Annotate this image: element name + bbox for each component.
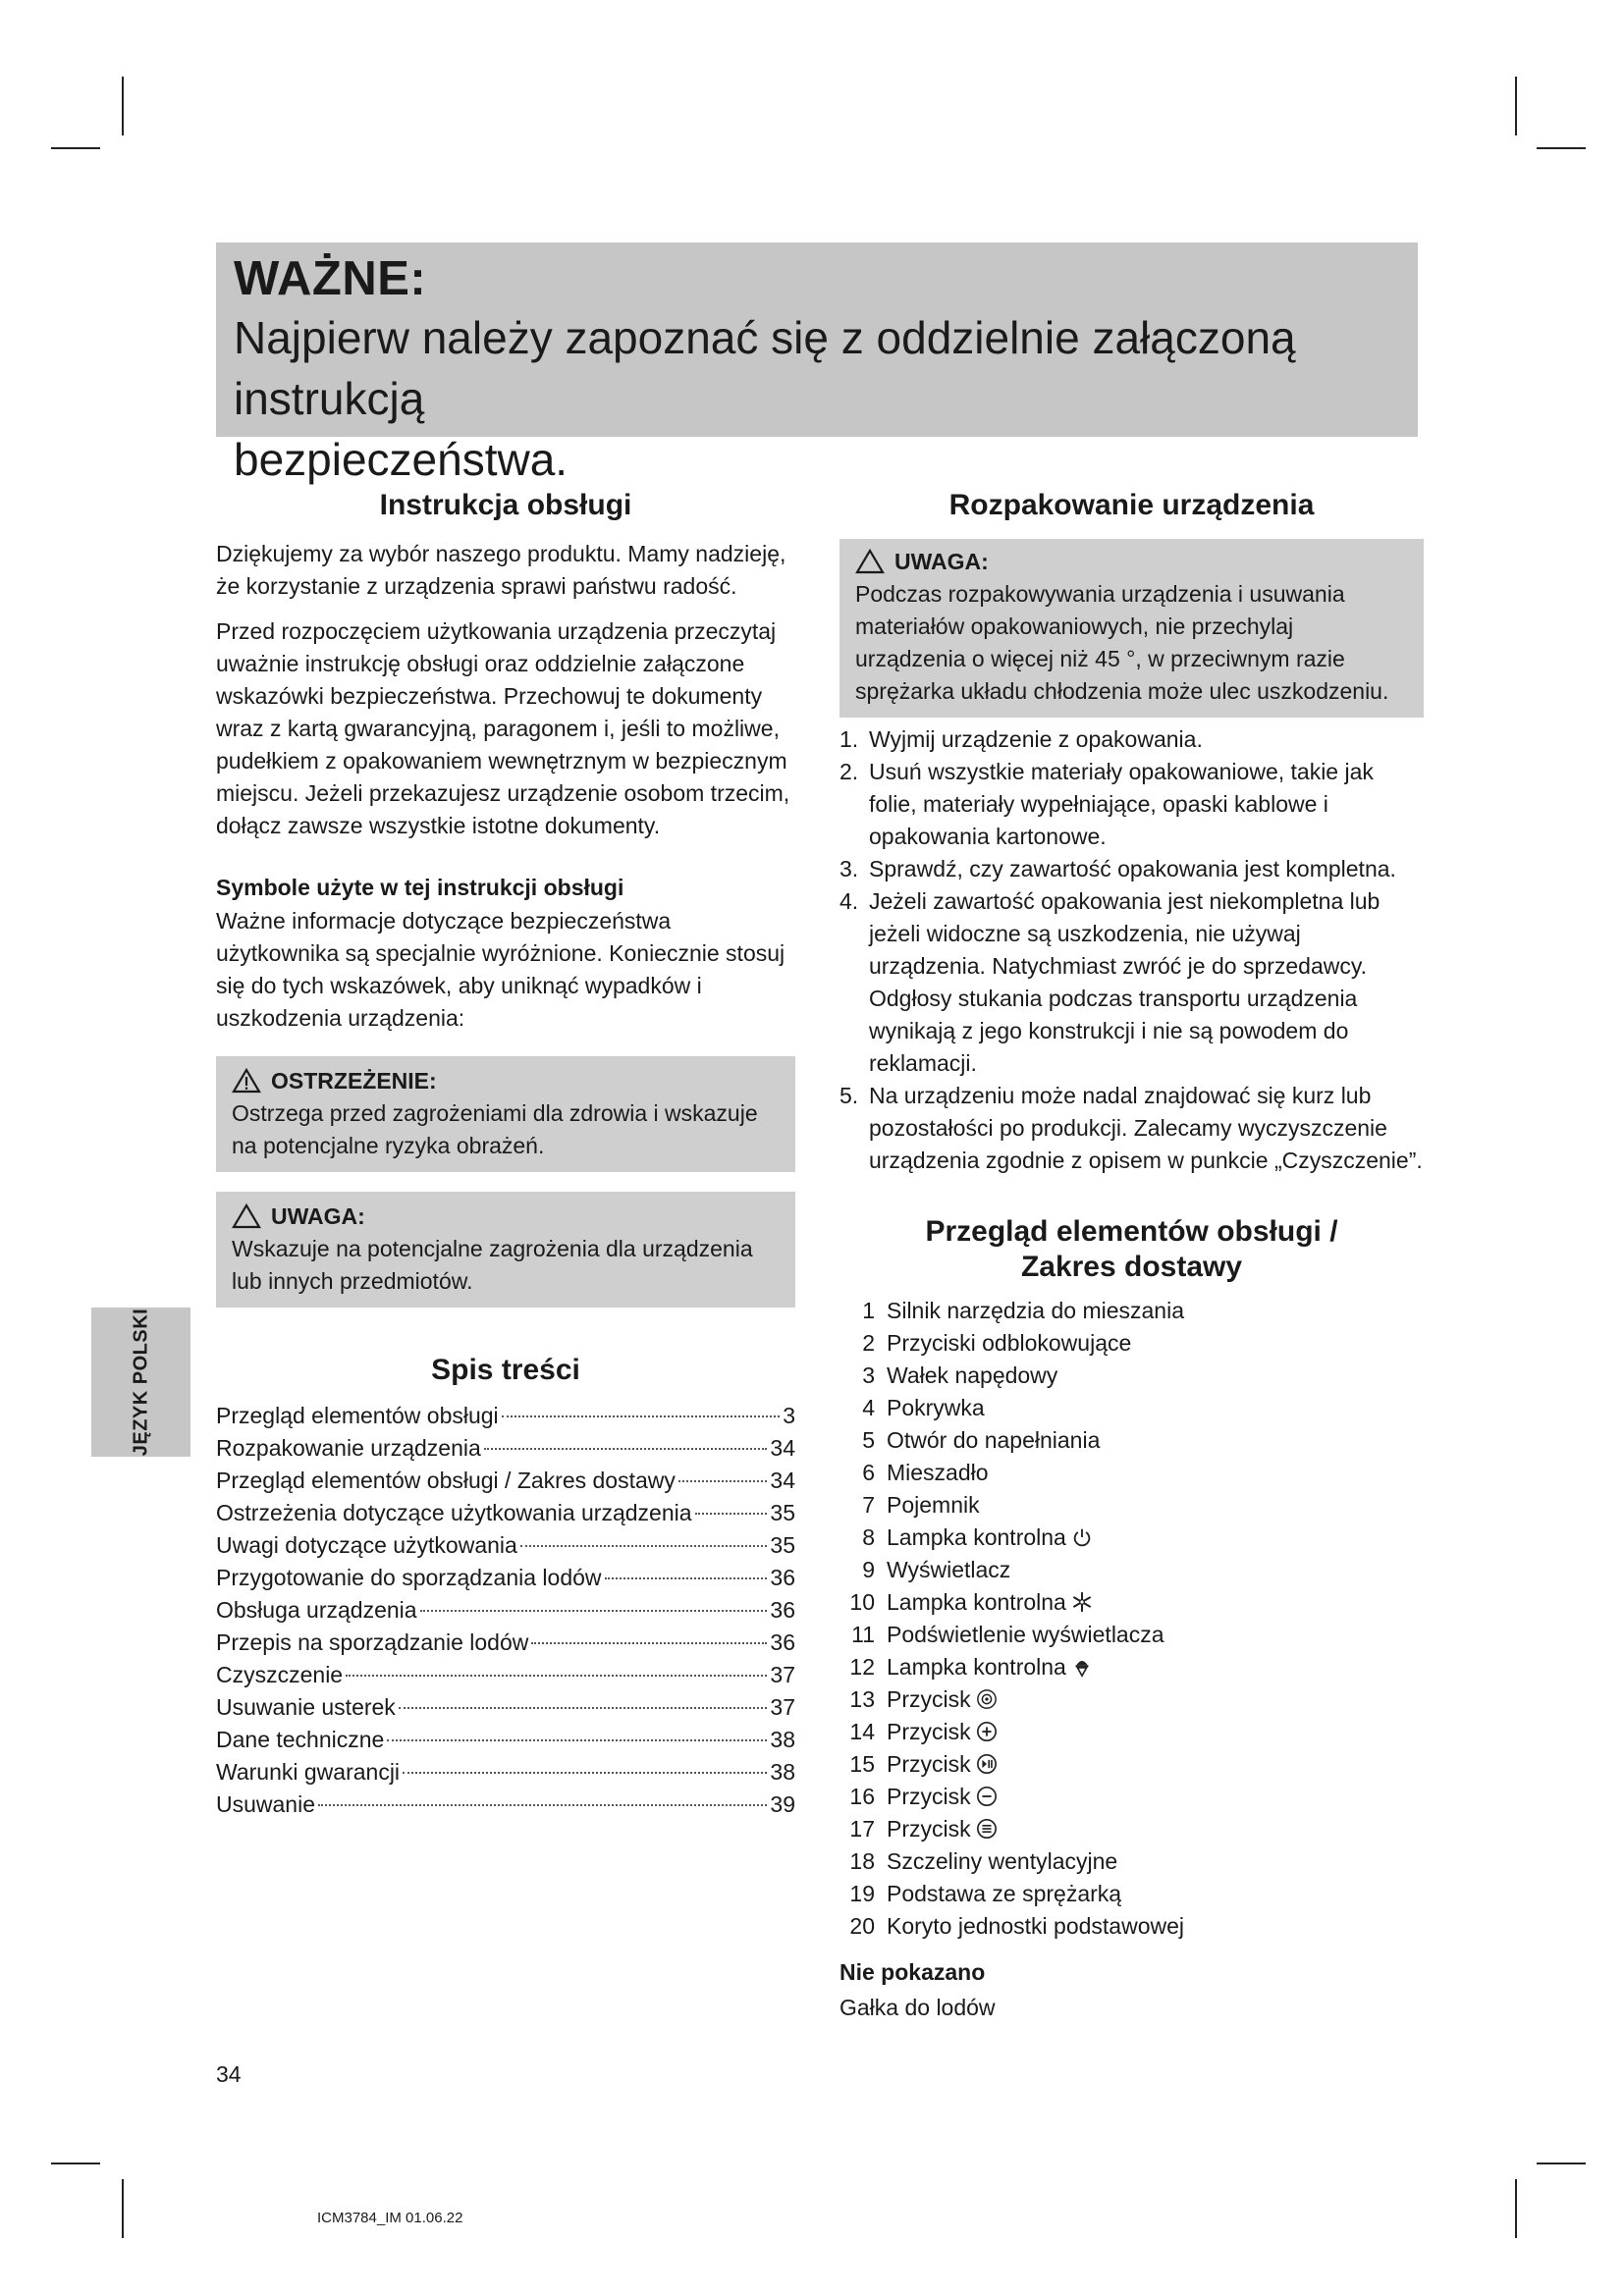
important-banner [216,242,1418,485]
part-name: Silnik narzędzia do mieszania [887,1298,1184,1323]
intro-paragraph-2: Przed rozpoczęciem użytkowania urządzenia przeczytaj uważnie instrukcję obsługi oraz oddzielnie załączone wskazówki bezpieczeństwa. Przechowuj te dokumenty wraz z kartą gwarancyjną, paragonem i, jeśli to możliwe, pudełkiem z opakowaniem wewnętrznym w bezpiecznym miejscu. Jeżeli przekazujesz urządzenie osobom trzecim, dołącz zawsze wszystkie istotne dokumenty. [216,618,790,838]
part-item [839,1392,1424,1424]
toc-entry-title: Dane techniczne [216,1727,385,1752]
part-name: Podświetlenie wyświetlacza [887,1622,1164,1647]
part-item [839,1295,1424,1327]
part-item [839,1522,1424,1554]
document-footer: ICM3784_IM 01.06.22 [317,2210,463,2226]
toc-entry [216,1691,795,1724]
toc-leader-dots [502,1415,781,1417]
part-name: Przycisk [887,1816,971,1842]
part-item [839,1424,1424,1457]
snowflake-icon [1071,1591,1095,1615]
caution-text: Wskazuje na potencjalne zagrożenia dla urządzenia lub innych przedmiotów. [232,1236,753,1294]
toc-leader-dots [695,1513,768,1515]
part-item [839,1813,1424,1845]
step-text: Wyjmij urządzenie z opakowania. [869,726,1203,752]
part-name: Przycisk [887,1784,971,1809]
toc-entry-page: 36 [770,1629,795,1655]
toc-entry [216,1562,795,1594]
crop-mark [51,147,100,149]
part-number: 12 [849,1654,875,1680]
toc-leader-dots [403,1772,767,1774]
toc-entry-title: Warunki gwarancji [216,1759,401,1785]
part-name: Podstawa ze sprężarką [887,1881,1122,1906]
warning-text: Ostrzega przed zagrożeniami dla zdrowia i wskazuje na potencjalne ryzyka obrażeń. [232,1100,758,1158]
step-number: 4. [839,888,859,914]
toc-entry [216,1789,795,1821]
warning-box [216,1056,795,1172]
part-number: 10 [849,1589,875,1615]
crop-mark [1515,77,1517,135]
not-shown-item: Gałka do lodów [839,1995,996,2020]
part-name: Lampka kontrolna [887,1589,1066,1615]
toc-entry-title: Rozpakowanie urządzenia [216,1435,481,1461]
step-number: 5. [839,1083,859,1108]
overview-title [839,1214,1424,1285]
unpack-caution-label: UWAGA: [894,549,989,574]
toc-leader-dots [318,1804,767,1806]
banner-line-1: Najpierw należy zapoznać się z oddzielnie załączoną instrukcją [234,312,1296,424]
toc-entry-title: Uwagi dotyczące użytkowania [216,1532,517,1558]
part-item [839,1619,1424,1651]
part-name: Mieszadło [887,1460,989,1485]
toc-leader-dots [420,1610,768,1612]
toc-entry-page: 34 [770,1435,795,1461]
part-name: Pojemnik [887,1492,980,1518]
toc-entry-title: Przegląd elementów obsługi [216,1403,499,1428]
unpack-step [839,885,1424,1080]
part-item [839,1457,1424,1489]
overview-title-line-1: Przegląd elementów obsługi / [925,1215,1338,1248]
toc-leader-dots [531,1642,767,1644]
toc-entry-page: 35 [770,1500,795,1525]
part-number: 11 [851,1622,875,1647]
toc-leader-dots [484,1448,768,1450]
part-number: 16 [849,1784,875,1809]
banner-line-2: bezpieczeństwa. [234,434,568,485]
toc-title: Spis treści [431,1354,580,1386]
minus-icon [976,1786,1000,1809]
part-name: Lampka kontrolna [887,1654,1066,1680]
section-title-unpacking: Rozpakowanie urządzenia [948,489,1315,521]
crop-mark [1537,147,1586,149]
part-name: Otwór do napełniania [887,1427,1101,1453]
toc-entry-title: Obsługa urządzenia [216,1597,417,1623]
caution-box [216,1192,795,1308]
unpack-step [839,853,1424,885]
banner-title: WAŻNE: [234,252,427,305]
part-item [839,1845,1424,1878]
part-number: 6 [862,1460,875,1485]
toc-leader-dots [346,1675,767,1677]
intro-paragraph-1: Dziękujemy za wybór naszego produktu. Mamy nadzieję, że korzystanie z urządzenia sprawi państwu radość. [216,541,786,599]
step-text: Sprawdź, czy zawartość opakowania jest kompletna. [869,856,1396,881]
crop-mark [1537,2163,1586,2164]
crop-mark [122,2179,124,2238]
part-item [839,1748,1424,1781]
toc-entry [216,1627,795,1659]
right-column [839,481,1424,2024]
toc-entry [216,1497,795,1529]
unpack-caution-text: Podczas rozpakowywania urządzenia i usuwania materiałów opakowaniowych, nie przechylaj urządzenia o więcej niż 45 °, w przeciwnym razie sprężarka układu chłodzenia może ulec uszkodzeniu. [855,581,1389,704]
crop-mark [51,2163,100,2164]
step-number: 3. [839,856,859,881]
part-item [839,1910,1424,1943]
part-item [839,1781,1424,1813]
toc-leader-dots [387,1739,767,1741]
toc-leader-dots [520,1545,768,1547]
part-item [839,1878,1424,1910]
not-shown-title: Nie pokazano [839,1959,986,1985]
symbols-title: Symbole użyte w tej instrukcji obsługi [216,875,624,900]
toc-entry-title: Usuwanie [216,1791,315,1817]
part-number: 5 [862,1427,875,1453]
part-number: 14 [849,1719,875,1744]
toc-entry-page: 36 [770,1597,795,1623]
part-number: 8 [862,1524,875,1550]
part-item [839,1716,1424,1748]
step-number: 2. [839,759,859,784]
part-item [839,1327,1424,1360]
crop-mark [1515,2179,1517,2238]
part-number: 1 [862,1298,875,1323]
part-name: Wałek napędowy [887,1362,1058,1388]
section-title-manual: Instrukcja obsługi [379,489,632,521]
part-number: 13 [849,1686,875,1712]
step-text: Usuń wszystkie materiały opakowaniowe, takie jak folie, materiały wypełniające, opaski kablowe i opakowania kartonowe. [869,759,1374,849]
language-label: JĘZYK POLSKI [130,1308,151,1457]
part-item [839,1360,1424,1392]
caution-triangle-icon [232,1203,261,1229]
warning-label: OSTRZEŻENIE: [271,1068,437,1094]
warning-header [232,1064,780,1097]
part-number: 15 [849,1751,875,1777]
power-icon [1071,1526,1095,1550]
part-name: Przycisk [887,1719,971,1744]
part-item [839,1651,1424,1683]
toc-entry-page: 35 [770,1532,795,1558]
part-name: Wyświetlacz [887,1557,1011,1582]
toc-entry-page: 3 [783,1403,795,1428]
unpack-step [839,756,1424,853]
unpacking-steps [839,723,1424,1177]
toc-entry-page: 38 [770,1759,795,1785]
part-item [839,1489,1424,1522]
part-name: Przycisk [887,1751,971,1777]
page-number: 34 [216,2061,242,2087]
menu-icon [976,1818,1000,1842]
unpack-step [839,1080,1424,1177]
plus-icon [976,1721,1000,1744]
part-name: Pokrywka [887,1395,985,1420]
toc-entry-title: Przygotowanie do sporządzania lodów [216,1565,602,1590]
unpack-step [839,723,1424,756]
warning-triangle-icon [232,1068,261,1094]
part-number: 19 [849,1881,875,1906]
part-number: 17 [849,1816,875,1842]
part-item [839,1554,1424,1586]
caution-triangle-icon [855,549,885,574]
toc-entry-title: Usuwanie usterek [216,1694,396,1720]
toc-leader-dots [399,1707,768,1709]
caution-header [232,1200,780,1233]
step-number: 1. [839,726,859,752]
language-side-tab [91,1308,190,1457]
step-text: Jeżeli zawartość opakowania jest niekompletna lub jeżeli widoczne są uszkodzenia, nie używaj urządzenia. Natychmiast zwróć je do sprzedawcy. Odgłosy stukania podczas transportu urządzenia wynikają z jego konstrukcji i nie są powodem do reklamacji. [869,888,1380,1076]
toc-entry-title: Przegląd elementów obsługi / Zakres dostawy [216,1468,676,1493]
toc-entry-page: 38 [770,1727,795,1752]
toc-entry-page: 37 [770,1694,795,1720]
crop-mark [122,77,124,135]
left-column [216,481,795,1821]
part-number: 20 [849,1913,875,1939]
toc-leader-dots [605,1577,768,1579]
toc-entry-page: 34 [770,1468,795,1493]
toc-entry [216,1756,795,1789]
part-number: 18 [849,1848,875,1874]
overview-title-line-2: Zakres dostawy [1020,1251,1243,1283]
part-number: 9 [862,1557,875,1582]
part-name: Przycisk [887,1686,971,1712]
part-number: 3 [862,1362,875,1388]
part-name: Koryto jednostki podstawowej [887,1913,1184,1939]
toc-entry [216,1432,795,1465]
caution-label: UWAGA: [271,1203,365,1229]
part-name: Szczeliny wentylacyjne [887,1848,1118,1874]
toc-entry-title: Przepis na sporządzanie lodów [216,1629,529,1655]
toc-entry [216,1465,795,1497]
part-name: Przyciski odblokowujące [887,1330,1132,1356]
table-of-contents [216,1400,795,1821]
part-number: 2 [862,1330,875,1356]
start-icon [976,1688,1000,1712]
symbols-paragraph: Ważne informacje dotyczące bezpieczeństwa użytkownika są specjalnie wyróżnione. Koniecznie stosuj się do tych wskazówek, aby uniknąć wypadków i uszkodzenia urządzenia: [216,908,785,1031]
toc-entry-page: 36 [770,1565,795,1590]
parts-list [839,1295,1424,1943]
part-number: 7 [862,1492,875,1518]
step-text: Na urządzeniu może nadal znajdować się kurz lub pozostałości po produkcji. Zalecamy wyczyszczenie urządzenia zgodnie z opisem w punkcie „Czyszczenie”. [869,1083,1423,1173]
toc-entry [216,1400,795,1432]
toc-entry-title: Ostrzeżenia dotyczące użytkowania urządzenia [216,1500,692,1525]
ice-cream-icon [1071,1656,1095,1680]
unpack-caution-header [855,545,1408,578]
toc-entry [216,1724,795,1756]
toc-entry [216,1529,795,1562]
play-pause-icon [976,1753,1000,1777]
part-item [839,1586,1424,1619]
toc-entry [216,1659,795,1691]
toc-leader-dots [678,1480,768,1482]
toc-entry-page: 39 [770,1791,795,1817]
toc-entry [216,1594,795,1627]
part-item [839,1683,1424,1716]
toc-entry-page: 37 [770,1662,795,1687]
part-number: 4 [862,1395,875,1420]
unpack-caution-box [839,539,1424,718]
part-name: Lampka kontrolna [887,1524,1066,1550]
toc-entry-title: Czyszczenie [216,1662,344,1687]
